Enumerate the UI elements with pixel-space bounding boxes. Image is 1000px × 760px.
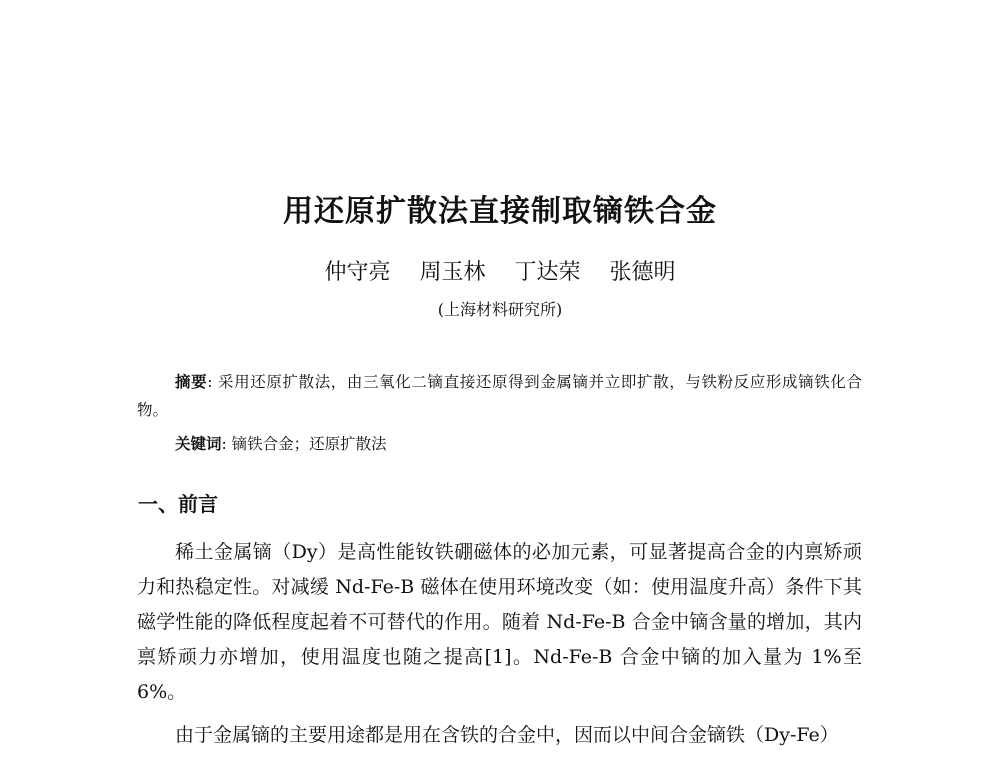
keywords <box>175 430 855 458</box>
abstract-label: 摘要 <box>175 372 208 391</box>
author-name: 张德明 <box>609 260 676 285</box>
section-heading: 一、前言 <box>138 492 218 516</box>
abstract-text: 采用还原扩散法，由三氧化二镝直接还原得到金属镝并立即扩散，与铁粉反应形成镝铁化合物。 <box>137 373 862 419</box>
author-name: 丁达荣 <box>514 260 581 285</box>
body-paragraph: 稀土金属镝（Dy）是高性能钕铁硼磁体的必加元素，可显著提高合金的内禀矫顽力和热稳定性。对减缓 Nd-Fe-B 磁体在使用环境改变（如：使用温度升高）条件下其磁学性能的降低程度起着不可替代的作用。随着 Nd-Fe-B 合金中镝含量的增加，其内禀矫顽力亦增加，使用温度也随之提高[1]。Nd-Fe-B 合金中镝的加入量为 1%至 6%。 <box>137 541 862 703</box>
keywords-label: 关键词 <box>175 434 222 453</box>
author-list <box>0 255 1000 286</box>
abstract-separator: : <box>207 373 218 391</box>
body-paragraph: 由于金属镝的主要用途都是用在含铁的合金中，因而以中间合金镝铁（Dy-Fe） <box>175 724 839 746</box>
keywords-text: 镝铁合金；还原扩散法 <box>231 435 387 453</box>
author-name: 仲守亮 <box>324 260 391 285</box>
affiliation: (上海材料研究所) <box>437 300 563 319</box>
author-name: 周玉林 <box>419 260 486 285</box>
paper-title: 用还原扩散法直接制取镝铁合金 <box>283 194 717 229</box>
abstract <box>137 368 862 424</box>
keywords-separator: : <box>221 435 232 453</box>
